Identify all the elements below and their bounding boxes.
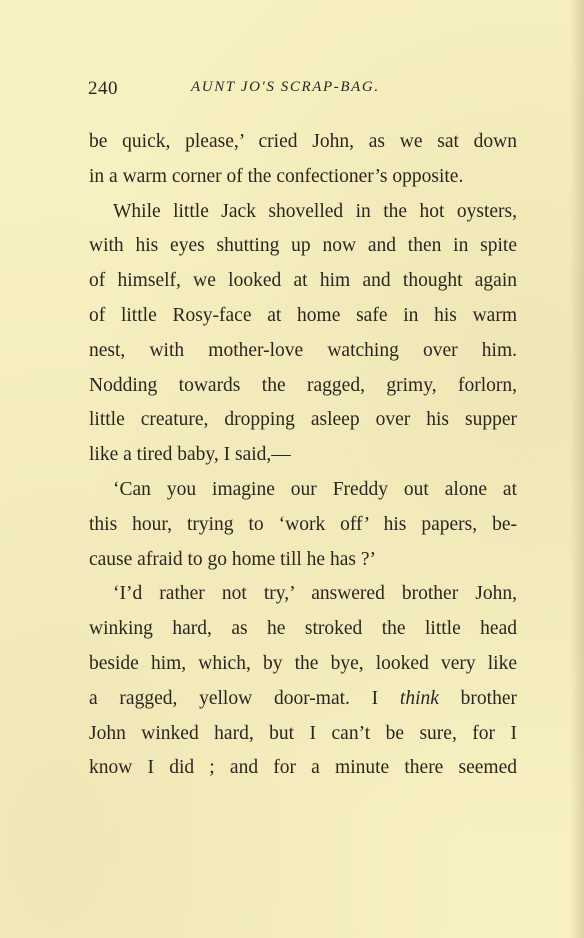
text-line: this hour, trying to ‘work off’ his papers, be- xyxy=(89,513,517,535)
text-run: brother xyxy=(438,687,517,709)
text-line: be quick, please,’ cried John, as we sat down xyxy=(89,131,517,152)
italic-word: think xyxy=(399,687,439,709)
page-edge-shadow xyxy=(570,0,584,938)
text-line: of himself, we looked at him and thought again xyxy=(89,270,517,292)
text-line: beside him, which, by the bye, looked very like xyxy=(89,652,517,674)
text-line: of little Rosy-face at home safe in his warm xyxy=(89,304,517,326)
text-line: with his eyes shutting up now and then in spite xyxy=(89,235,517,257)
text-line: Nodding towards the ragged, grimy, forlorn, xyxy=(89,374,517,396)
text-line: nest, with mother-love watching over him. xyxy=(89,339,517,361)
text-line: winking hard, as he stroked the little head xyxy=(89,618,517,640)
page-number: 240 xyxy=(88,78,118,99)
text-line: John winked hard, but I can’t be sure, for I xyxy=(89,722,517,744)
text-line: know I did ; and for a minute there seemed xyxy=(89,757,517,779)
paragraph-start-line: ‘I’d rather not try,’ answered brother John, xyxy=(113,583,517,605)
body-text xyxy=(89,125,517,786)
page-header xyxy=(88,78,518,102)
text-line: little creature, dropping asleep over his supper xyxy=(89,409,517,431)
text-line: like a tired baby, I said,— xyxy=(89,444,291,466)
running-head: AUNT JO'S SCRAP-BAG. xyxy=(191,79,380,95)
paragraph-start-line: While little Jack shovelled in the hot oysters, xyxy=(113,200,517,222)
text-line: in a warm corner of the confectioner’s opposite. xyxy=(89,165,464,187)
text-run: a ragged, yellow door-mat. I xyxy=(89,687,400,709)
text-line xyxy=(89,682,517,717)
text-line: cause afraid to go home till he has ?’ xyxy=(89,548,376,570)
paragraph-start-line: ‘Can you imagine our Freddy out alone at xyxy=(113,478,517,500)
